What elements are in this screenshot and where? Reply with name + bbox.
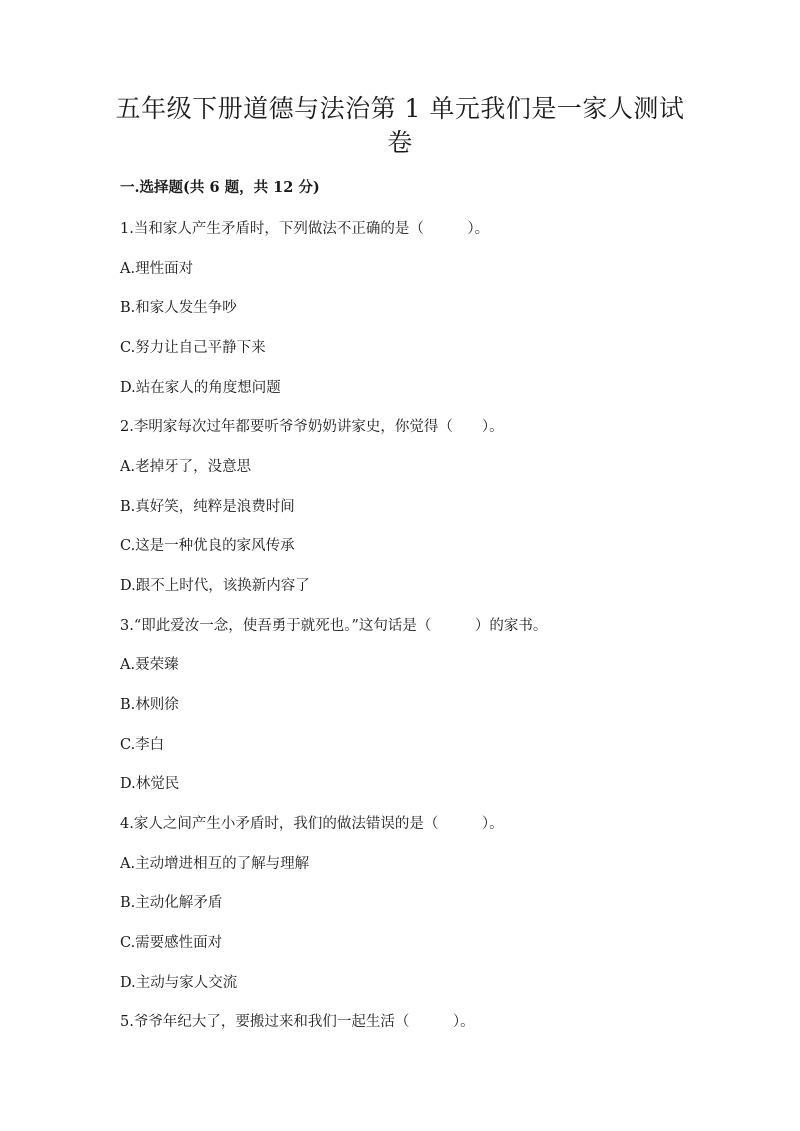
question-1-option-a: A.理性面对 (120, 261, 194, 277)
question-1-stem: 1.当和家人产生矛盾时，下列做法不正确的是（ ）。 (120, 221, 490, 237)
question-3-option-c: C.李白 (120, 737, 165, 753)
question-4-option-b: B.主动化解矛盾 (120, 895, 223, 911)
section-heading: 一.选择题(共 6 题，共 12 分) (120, 179, 320, 196)
question-3-stem: 3.“即此爱汝一念，使吾勇于就死也。”这句话是（ ）的家书。 (120, 618, 548, 634)
question-4-option-c: C.需要感性面对 (120, 935, 223, 951)
question-3-option-b: B.林则徐 (120, 697, 179, 713)
question-2-option-c: C.这是一种优良的家风传承 (120, 538, 295, 554)
question-1-option-b: B.和家人发生争吵 (120, 300, 237, 316)
question-2-stem: 2.李明家每次过年都要听爷爷奶奶讲家史，你觉得（ ）。 (120, 419, 504, 435)
question-2-option-b: B.真好笑，纯粹是浪费时间 (120, 499, 295, 515)
question-4-option-a: A.主动增进相互的了解与理解 (120, 856, 310, 872)
document-title (100, 92, 700, 160)
question-4-stem: 4.家人之间产生小矛盾时，我们的做法错误的是（ ）。 (120, 816, 504, 832)
title-line-2: 卷 (387, 128, 413, 157)
question-3-option-d: D.林觉民 (120, 776, 180, 792)
question-2-option-d: D.跟不上时代，该换新内容了 (120, 578, 310, 594)
question-1-option-c: C.努力让自己平静下来 (120, 340, 266, 356)
question-5-stem: 5.爷爷年纪大了，要搬过来和我们一起生活（ ）。 (120, 1014, 475, 1030)
question-4-option-d: D.主动与家人交流 (120, 975, 238, 991)
question-1-option-d: D.站在家人的角度想问题 (120, 380, 281, 396)
question-3-option-a: A.聂荣臻 (120, 657, 179, 673)
title-line-1: 五年级下册道德与法治第 1 单元我们是一家人测试 (115, 94, 685, 123)
question-2-option-a: A.老掉牙了，没意思 (120, 459, 252, 475)
